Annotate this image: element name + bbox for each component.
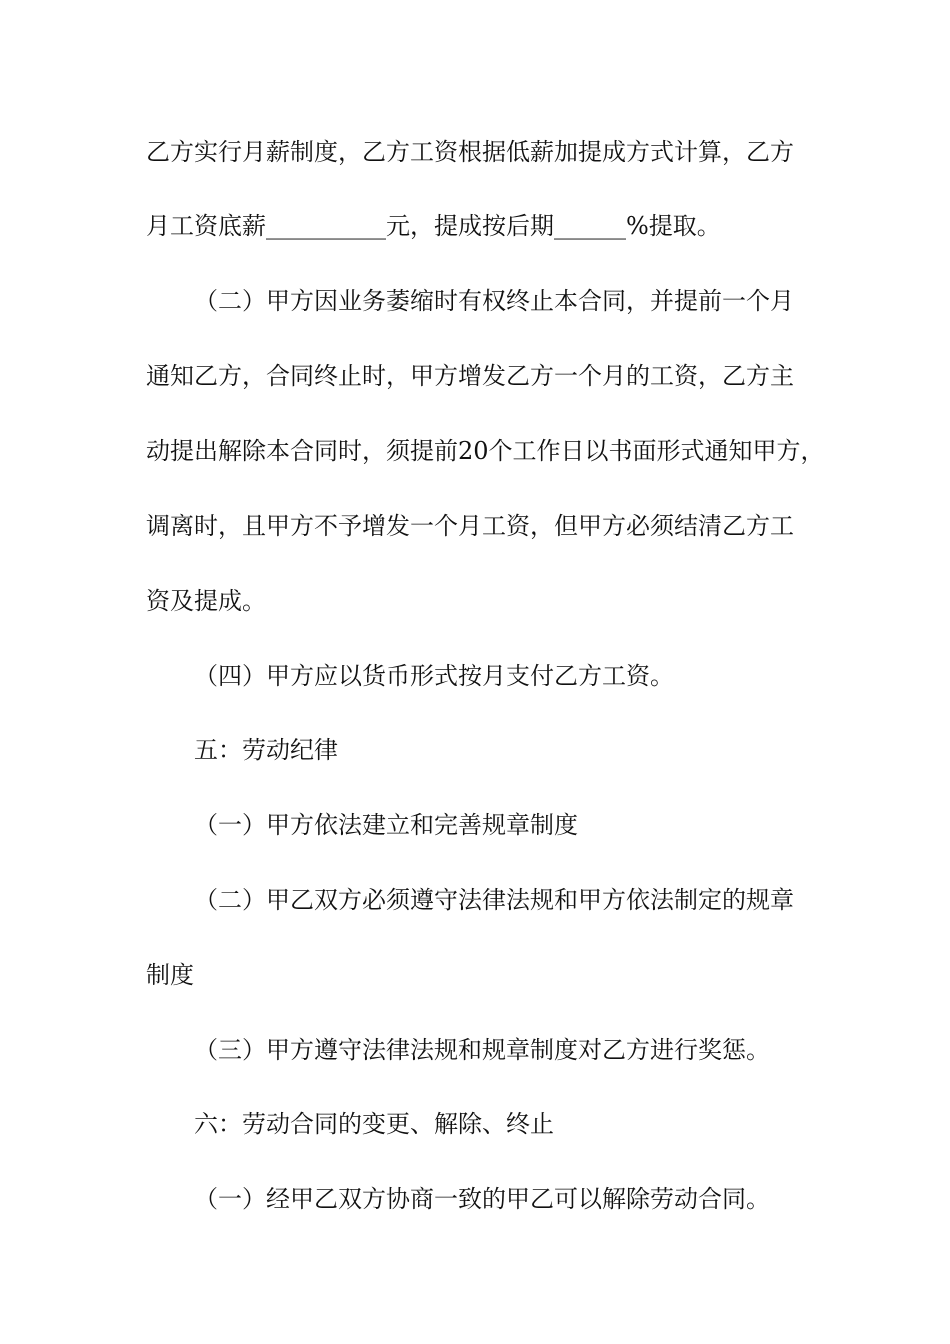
text-line: 资及提成。 [146,587,266,615]
text-line: 动提出解除本合同时，须提前20个工作日以书面形式通知甲方， [146,437,825,465]
text-line: 月工资底薪__________元，提成按后期______%提取。 [146,212,721,240]
text-line: 乙方实行月薪制度，乙方工资根据低薪加提成方式计算，乙方 [146,138,794,166]
text-line: 制度 [146,961,194,989]
text-line: （二）甲乙双方必须遵守法律法规和甲方依法制定的规章 [194,886,794,914]
text-line: （一）甲方依法建立和完善规章制度 [194,811,578,839]
text-line: （一）经甲乙双方协商一致的甲乙可以解除劳动合同。 [194,1185,770,1213]
text-line: 通知乙方，合同终止时，甲方增发乙方一个月的工资，乙方主 [146,362,794,390]
section-heading: 五：劳动纪律 [194,736,338,764]
text-line: （三）甲方遵守法律法规和规章制度对乙方进行奖惩。 [194,1036,770,1064]
text-line: （四）甲方应以货币形式按月支付乙方工资。 [194,662,674,690]
text-line: （二）甲方因业务萎缩时有权终止本合同，并提前一个月 [194,287,794,315]
text-line: 调离时，且甲方不予增发一个月工资，但甲方必须结清乙方工 [146,512,794,540]
section-heading: 六：劳动合同的变更、解除、终止 [194,1110,554,1138]
